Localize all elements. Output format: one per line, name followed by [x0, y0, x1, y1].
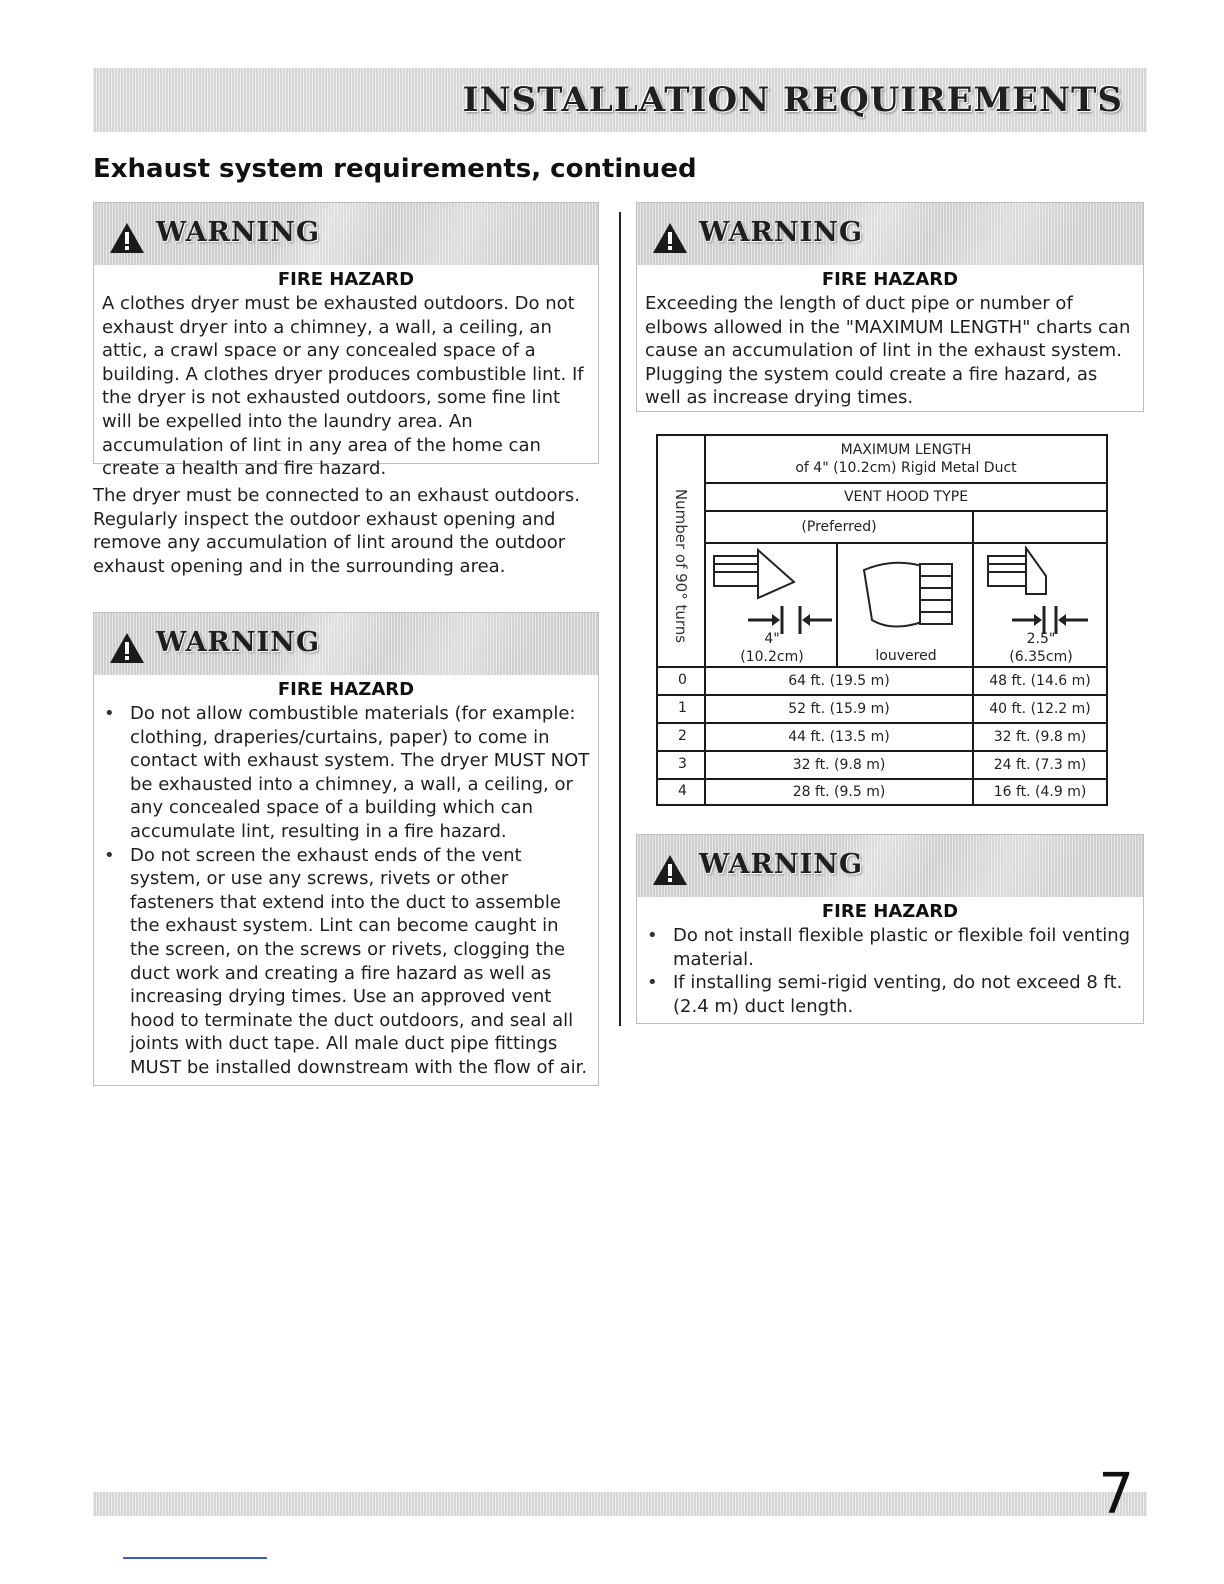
footer-bar [93, 1492, 1147, 1516]
list-item: • Do not screen the exhaust ends of the vent system, or use any screws, rivets or other fasteners that extend into the duct to assemble the exhaust system. Lint can become caught in the screen, on the screws or rivets, clogging the duct work and creating a fire hazard as well as increasing drying times. Use an approved vent hood to terminate the duct outdoors, and seal all joints with duct tape. All male duct pipe fittings MUST be installed downstream with the flow of air. [102, 844, 590, 1080]
exhaust-paragraph: The dryer must be connected to an exhaust outdoors. Regularly inspect the outdoor exhaust opening and remove any accumulation of lint around the outdoor exhaust opening and in the surrounding area. [93, 485, 580, 577]
warning-box-1 [93, 202, 599, 480]
preferred-length-cell: 28 ft. (9.5 m) [704, 778, 972, 804]
warning-text: A clothes dryer must be exhausted outdoors. Do not exhaust dryer into a chimney, a wall, a ceiling, an attic, a crawl space or any concealed space of a building. A clothes dryer produces combustible lint. If the dryer is not exhausted outdoors, some fine lint will be expelled into the laundry area. An accumulation of lint in any area of the home can create a health and fire hazard. [102, 293, 584, 480]
louvered-vent-icon [852, 550, 962, 640]
preferred-length-cell: 44 ft. (13.5 m) [704, 722, 972, 750]
warning-label: WARNING [699, 217, 864, 248]
hood-4in-cell [704, 542, 836, 666]
column-divider [619, 212, 621, 1026]
hood-2-5in-cell [972, 542, 1106, 666]
warning-box-3 [636, 202, 1144, 412]
page-number: 7 [1098, 1462, 1134, 1527]
turns-cell: 2 [658, 722, 704, 750]
warning-label: WARNING [156, 217, 321, 248]
hazard-title: FIRE HAZARD [277, 679, 415, 700]
warning-bullet-list [637, 924, 1143, 1024]
vent-hood-2-5in-icon [976, 546, 1104, 636]
hood-2-5in-label: 2.5" [1026, 631, 1056, 647]
warning-triangle-icon [108, 631, 146, 665]
turns-cell: 1 [658, 694, 704, 722]
warning-box-2 [93, 612, 599, 1086]
other-length-cell: 16 ft. (4.9 m) [972, 778, 1106, 804]
vent-hood-type-header: VENT HOOD TYPE [704, 482, 1106, 510]
hazard-title: FIRE HAZARD [821, 901, 959, 922]
header-banner [93, 68, 1147, 132]
warning-triangle-icon [108, 221, 146, 255]
section-heading: Exhaust system requirements, continued [93, 154, 697, 184]
turns-cell: 0 [658, 666, 704, 694]
hood-louvered-cell [836, 542, 972, 666]
warning-bullet-list [94, 702, 598, 1086]
other-length-cell: 32 ft. (9.8 m) [972, 722, 1106, 750]
list-item: • Do not install flexible plastic or flexible foil venting material. [645, 924, 1135, 971]
turns-cell: 3 [658, 750, 704, 778]
other-length-cell: 48 ft. (14.6 m) [972, 666, 1106, 694]
warning-triangle-icon [651, 221, 689, 255]
page-title: INSTALLATION REQUIREMENTS [462, 80, 1123, 120]
preferred-header: (Preferred) [704, 510, 972, 542]
turns-axis-label: Number of 90° turns [672, 488, 690, 644]
warning-box-4 [636, 834, 1144, 1024]
preferred-length-cell: 52 ft. (15.9 m) [704, 694, 972, 722]
other-length-cell: 24 ft. (7.3 m) [972, 750, 1106, 778]
warning-header [637, 203, 1143, 265]
max-length-table [656, 434, 1108, 806]
list-item: • Do not allow combustible materials (for example: clothing, draperies/curtains, paper) to come in contact with exhaust system. The dryer MUST NOT be exhausted into a chimney, a wall, a ceiling, or any concealed space of a building which can accumulate lint, resulting in a fire hazard. [102, 702, 590, 844]
table-title: MAXIMUM LENGTH of 4" (10.2cm) Rigid Metal Duct [704, 436, 1106, 482]
warning-header [94, 613, 598, 675]
warning-header [637, 835, 1143, 897]
warning-label: WARNING [156, 627, 321, 658]
hood-4in-sub: (10.2cm) [740, 649, 804, 665]
hazard-title: FIRE HAZARD [277, 269, 415, 290]
warning-label: WARNING [699, 849, 864, 880]
warning-header [94, 203, 598, 265]
vent-hood-4in-icon [708, 546, 836, 636]
preferred-length-cell: 64 ft. (19.5 m) [704, 666, 972, 694]
hood-4in-label: 4" [764, 631, 780, 647]
hood-louvered-label: louvered [875, 648, 937, 664]
turns-cell: 4 [658, 778, 704, 804]
preferred-length-cell: 32 ft. (9.8 m) [704, 750, 972, 778]
hood-2-5in-sub: (6.35cm) [1009, 649, 1073, 665]
link-underline [123, 1557, 267, 1559]
list-item: • If installing semi-rigid venting, do not exceed 8 ft. (2.4 m) duct length. [645, 971, 1135, 1018]
warning-text: Exceeding the length of duct pipe or number of elbows allowed in the "MAXIMUM LENGTH" charts can cause an accumulation of lint in the exhaust system. Plugging the system could create a fire hazard, as well as increase drying times. [645, 293, 1131, 409]
warning-triangle-icon [651, 853, 689, 887]
other-length-cell: 40 ft. (12.2 m) [972, 694, 1106, 722]
hazard-title: FIRE HAZARD [821, 269, 959, 290]
other-header [972, 510, 1106, 542]
